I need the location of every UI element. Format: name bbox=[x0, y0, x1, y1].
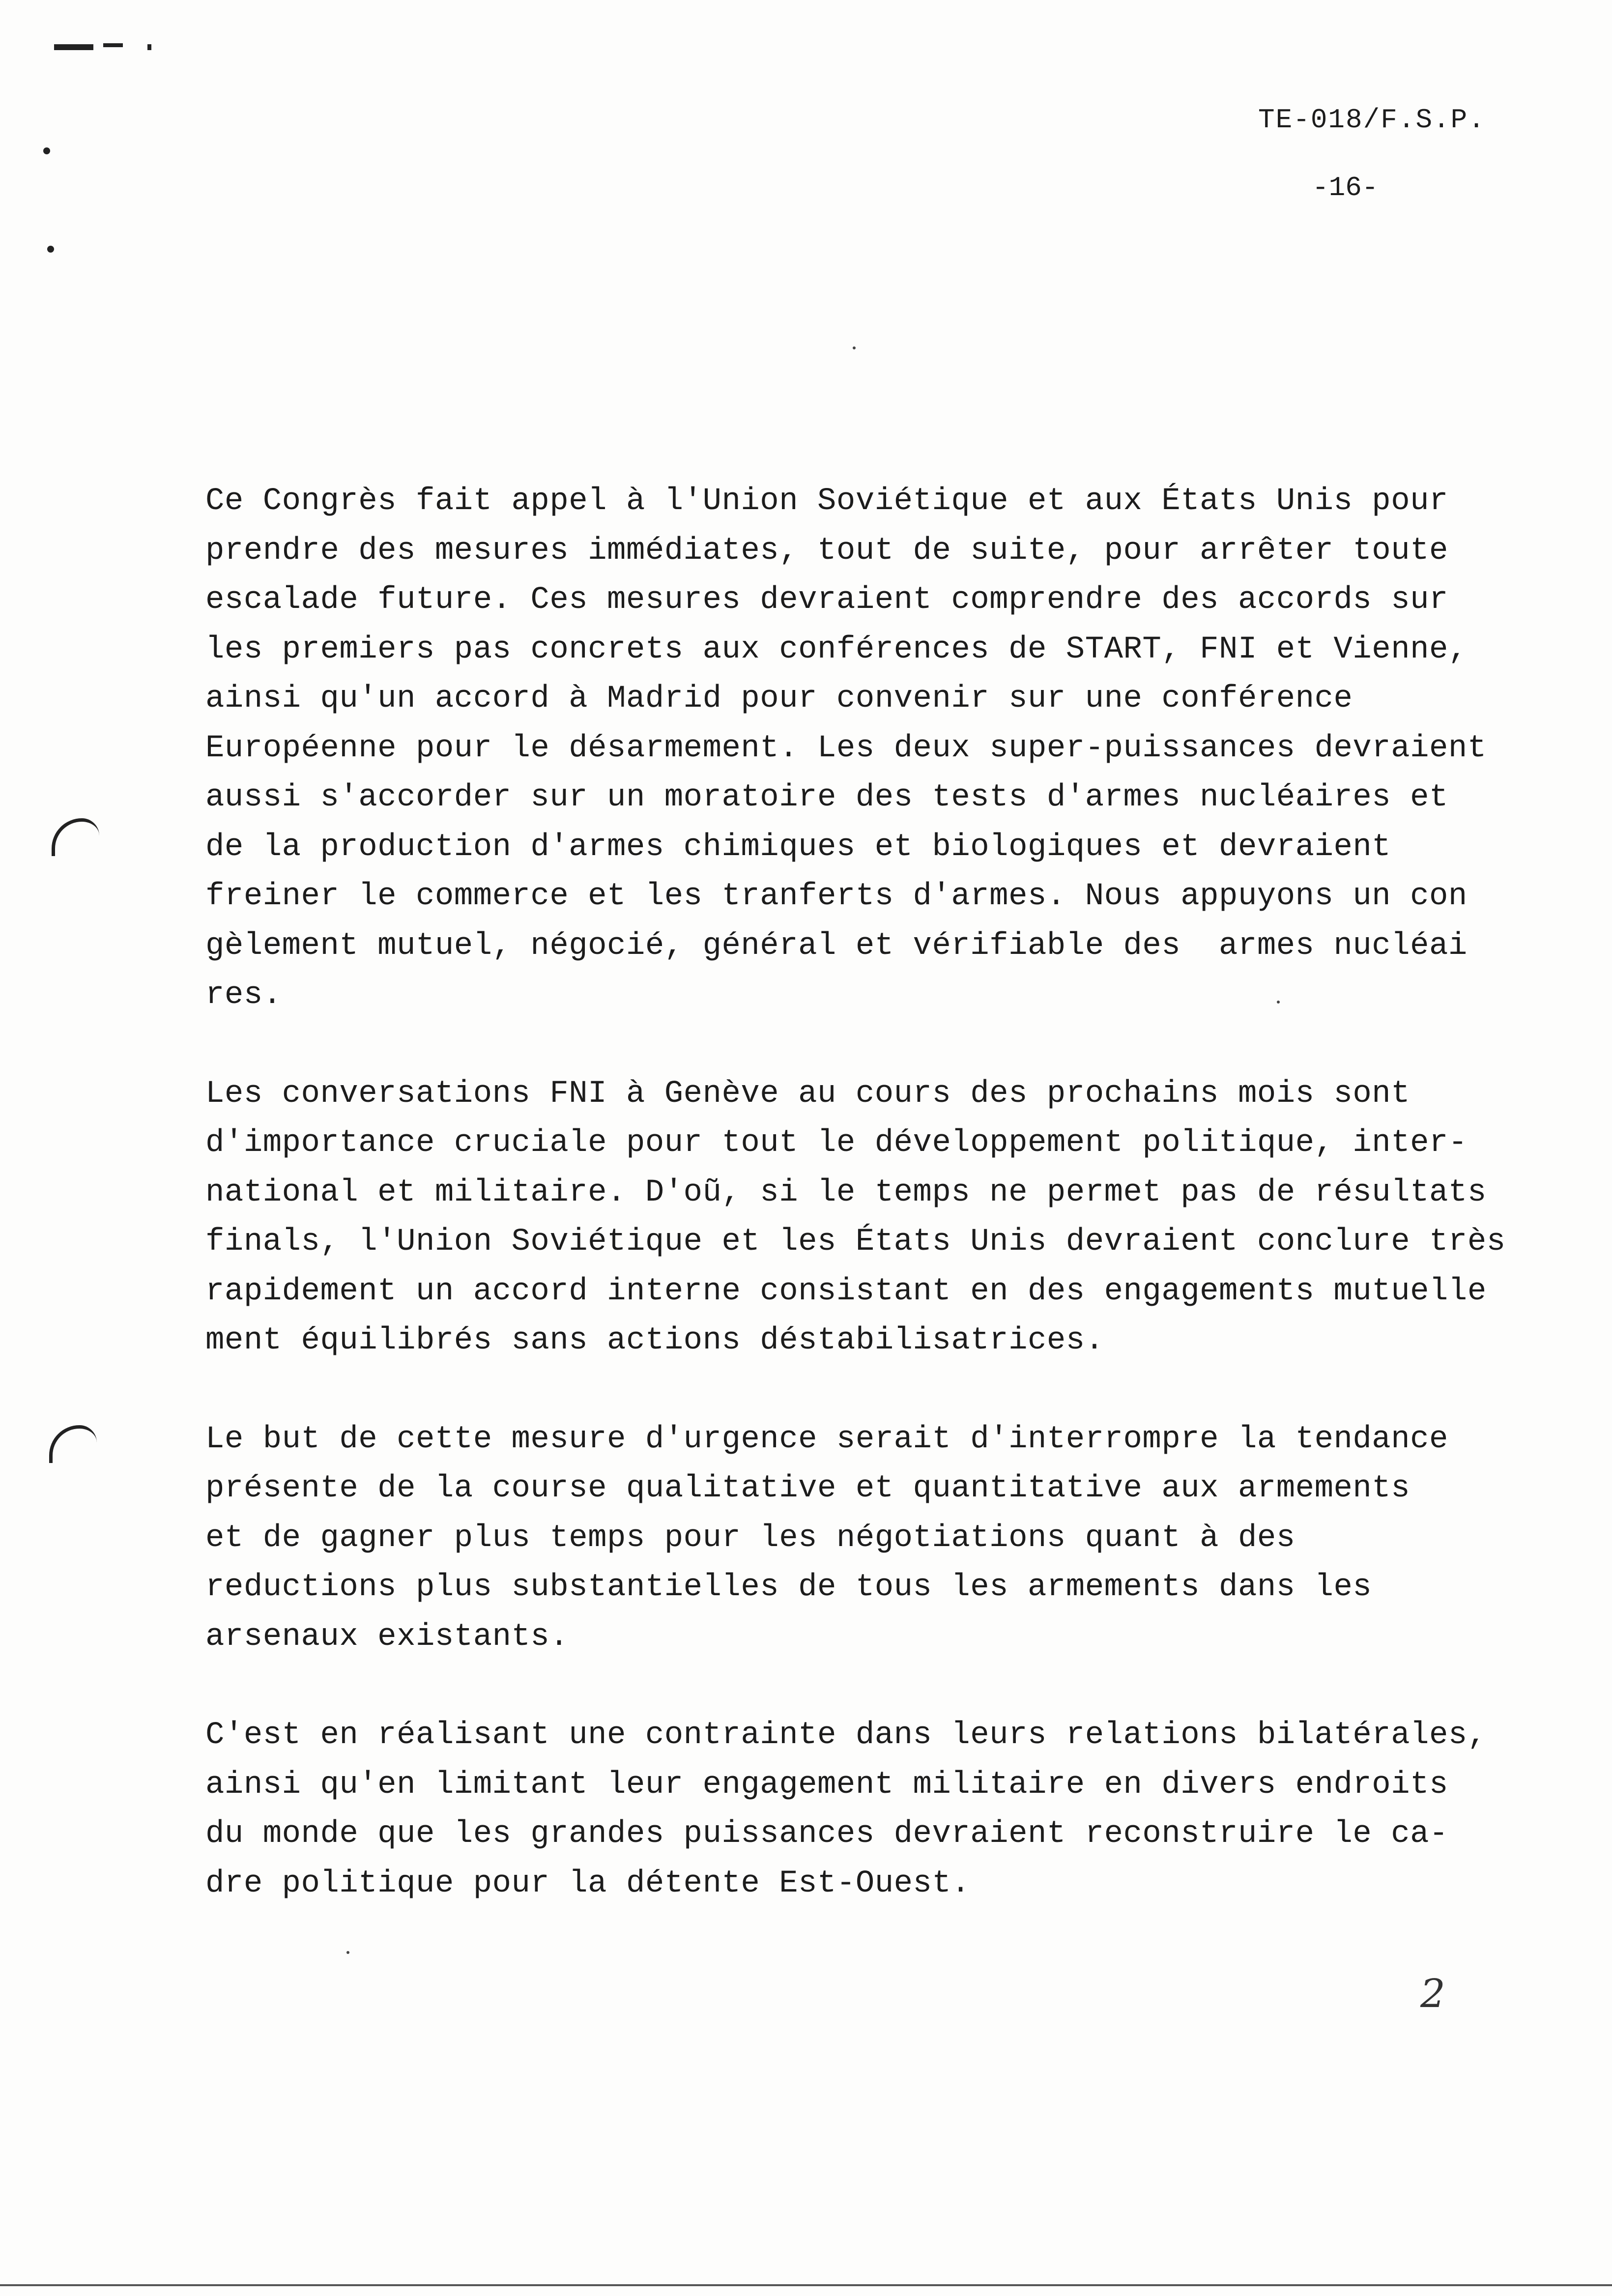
text-line: ainsi qu'un accord à Madrid pour convenir sur une conférence bbox=[205, 681, 1353, 717]
text-line: national et militaire. D'oũ, si le temps ne permet pas de résultats bbox=[205, 1175, 1487, 1210]
staple-mark bbox=[49, 1425, 97, 1463]
text-line: C'est en réalisant une contrainte dans leurs relations bilatérales, bbox=[205, 1718, 1487, 1753]
text-line: dre politique pour la détente Est-Ouest. bbox=[205, 1866, 971, 1901]
text-line: finals, l'Union Soviétique et les États Unis devraient conclure très bbox=[205, 1224, 1506, 1260]
text-line: res. bbox=[205, 977, 282, 1013]
text-line: Européenne pour le désarmement. Les deux super-puissances devraient bbox=[205, 730, 1487, 766]
scan-bottom-edge bbox=[0, 2284, 1612, 2286]
paragraph-3 bbox=[205, 1415, 1562, 1662]
text-line: aussi s'accorder sur un moratoire des tests d'armes nucléaires et bbox=[205, 780, 1448, 815]
document-reference: TE-018/F.S.P. bbox=[1258, 104, 1486, 136]
text-line: ment équilibrés sans actions déstabilisatrices. bbox=[205, 1323, 1104, 1358]
text-line: ainsi qu'en limitant leur engagement militaire en divers endroits bbox=[205, 1767, 1448, 1803]
text-line: rapidement un accord interne consistant en des engagements mutuelle bbox=[205, 1273, 1487, 1309]
text-line: et de gagner plus temps pour les négotiations quant à des bbox=[205, 1520, 1295, 1556]
text-line: freiner le commerce et les tranferts d'armes. Nous appuyons un con bbox=[205, 879, 1468, 914]
scan-artifact bbox=[103, 43, 123, 47]
text-line: Le but de cette mesure d'urgence serait d'interrompre la tendance bbox=[205, 1421, 1448, 1457]
text-line: Ce Congrès fait appel à l'Union Soviétique et aux États Unis pour bbox=[205, 484, 1448, 519]
page-number: -16- bbox=[1312, 172, 1379, 203]
paragraph-4 bbox=[205, 1711, 1562, 1908]
text-line: de la production d'armes chimiques et biologiques et devraient bbox=[205, 829, 1391, 865]
text-line: les premiers pas concrets aux conférences de START, FNI et Vienne, bbox=[205, 631, 1468, 667]
paragraph-1 bbox=[205, 477, 1562, 1020]
paragraph-2 bbox=[205, 1069, 1562, 1366]
text-line: du monde que les grandes puissances devraient reconstruire le ca- bbox=[205, 1816, 1448, 1852]
text-line: reductions plus substantielles de tous les armements dans les bbox=[205, 1570, 1372, 1605]
binder-dot bbox=[47, 246, 54, 253]
text-line: gèlement mutuel, négocié, général et vérifiable des armes nucléai bbox=[205, 928, 1468, 964]
scan-artifact bbox=[54, 44, 93, 50]
document-body bbox=[205, 477, 1562, 1957]
handwritten-mark: 2 bbox=[1420, 1971, 1445, 2016]
scan-artifact bbox=[147, 44, 151, 50]
binder-dot bbox=[43, 147, 50, 154]
text-line: prendre des mesures immédiates, tout de suite, pour arrêter toute bbox=[205, 533, 1448, 569]
text-line: présente de la course qualitative et quantitative aux armements bbox=[205, 1471, 1410, 1506]
speck bbox=[853, 346, 856, 349]
text-line: arsenaux existants. bbox=[205, 1619, 569, 1655]
staple-mark bbox=[52, 818, 99, 856]
text-line: Les conversations FNI à Genève au cours des prochains mois sont bbox=[205, 1076, 1410, 1112]
text-line: d'importance cruciale pour tout le développement politique, inter- bbox=[205, 1125, 1468, 1161]
text-line: escalade future. Ces mesures devraient comprendre des accords sur bbox=[205, 582, 1448, 618]
